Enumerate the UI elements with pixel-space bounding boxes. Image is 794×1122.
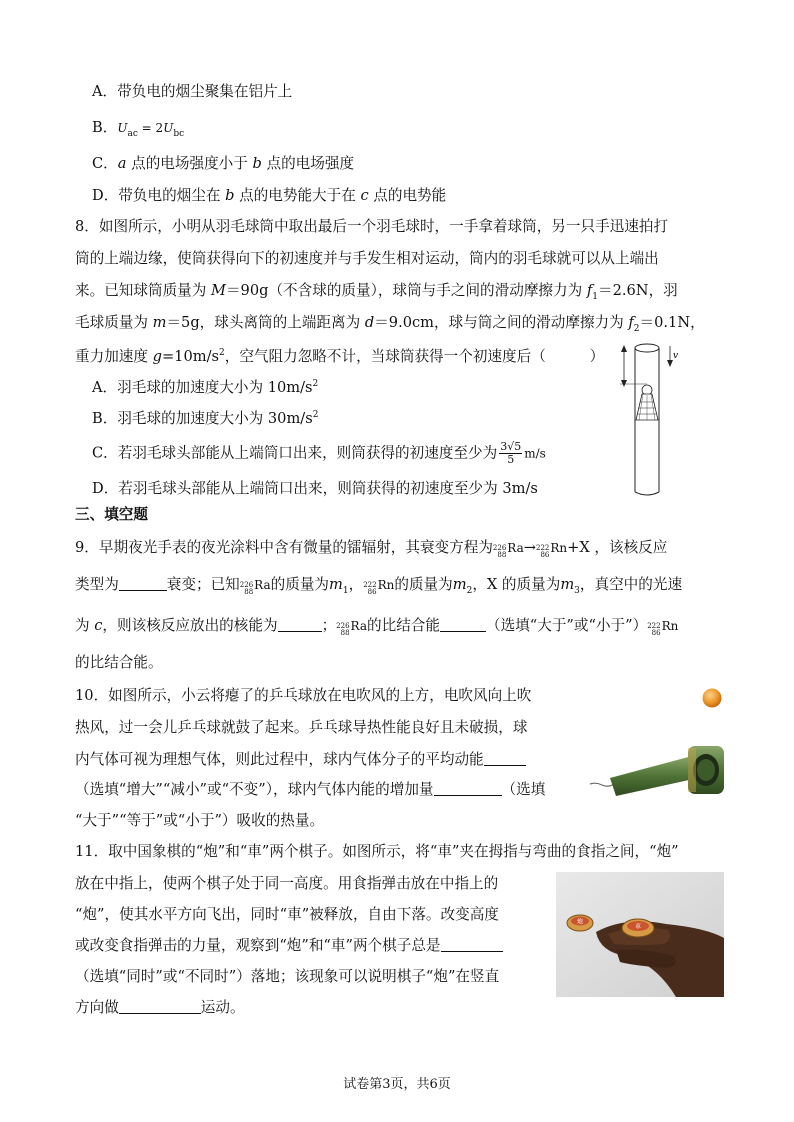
q10-line-2: 热风，过一会儿乒乓球就鼓了起来。乒乓球导热性能良好且未破损，球: [75, 719, 528, 736]
q11-line-6: 方向做 运动。: [75, 999, 245, 1016]
blank-binding-energy-compare[interactable]: [440, 617, 486, 632]
q8-line-4: 毛球质量为 m＝5g，球头离筒的上端距离为 d＝9.0cm，球与筒之间的滑动摩擦力为 $f_2=0.1N$，: [75, 314, 705, 334]
fraction-3root5-over-5: $\frac{3√5}{5}$: [500, 440, 522, 466]
q7-option-c: C．a 点的电场强度小于 b 点的电场强度: [92, 155, 355, 172]
blank-nuclear-energy[interactable]: [278, 617, 322, 632]
blank-decay-type[interactable]: [119, 576, 167, 591]
radium-nuclide: 226 88 Ra: [239, 578, 271, 596]
blank-avg-kinetic-energy[interactable]: [484, 751, 526, 766]
blank-landing-time[interactable]: [441, 937, 503, 952]
q8-line-3: 来。已知球筒质量为 M＝90g（不含球的质量），球筒与手之间的滑动摩擦力为 $f_1=2.6N$，羽: [75, 282, 678, 302]
q7-option-d: D．带负电的烟尘在 b 点的电势能大于在 c 点的电势能: [92, 187, 447, 204]
q7-option-b: B．$U_{ac} = 2U_{bc}$: [92, 119, 185, 139]
q8-option-d: D．若羽毛球头部能从上端筒口出来，则筒获得的初速度至少为 3m/s: [92, 480, 538, 497]
q11-line-4: 或改变食指弹击的力量，观察到“炮”和“車”两个棋子总是: [75, 936, 503, 956]
q8-line-1: 8．如图所示，小明从羽毛球筒中取出最后一个羽毛球时，一手拿着球筒，另一只手迅速拍打: [75, 218, 669, 235]
q8-option-a: A．羽毛球的加速度大小为 $10m/s^2$: [92, 378, 319, 396]
q9-line-1: 9．早期夜光手表的夜光涂料中含有微量的镭辐射，其衰变方程为 226 88 Ra→ 222 86 Rn+X ，该核反应: [75, 539, 668, 559]
q8-line-2: 筒的上端边缘，使筒获得向下的初速度并与手发生相对运动，筒内的羽毛球就可以从上端出: [75, 250, 659, 267]
chess-piece-pao-label: 炮: [576, 918, 584, 926]
radium-nuclide: 226 88 Ra: [492, 541, 524, 559]
hand-chess-pieces-photo: [556, 872, 724, 997]
q11-line-2: 放在中指上，使两个棋子处于同一高度。用食指弹击放在中指上的: [75, 875, 499, 892]
chess-piece-ju-label: 車: [634, 923, 642, 931]
ping-pong-ball-icon: [700, 686, 724, 710]
q11-line-5: （选填“同时”或“不同时”）落地；该现象可以说明棋子“炮”在竖直: [75, 968, 500, 985]
blank-internal-energy[interactable]: [434, 781, 502, 796]
q10-line-4: （选填“增大”“减小”或“不变”），球内气体内能的增加量 （选填: [75, 781, 546, 798]
radium-nuclide: 226 88 Ra: [336, 619, 368, 637]
velocity-label: v: [673, 351, 679, 361]
q8-option-c: C．若羽毛球头部能从上端筒口出来，则筒获得的初速度至少为 $\frac{3√5}{5}$ m/s: [92, 440, 546, 466]
section-3-heading: 三、填空题: [75, 506, 148, 523]
shuttlecock-tube-figure: [612, 340, 684, 500]
blank-vertical-motion[interactable]: [119, 999, 201, 1014]
q9-line-2: 类型为 衰变；已知 226 88 Ra的质量为$m_1$， 222 86 Rn的质量为$m_2$，X 的质量为$m_3$，真空中的光速: [75, 576, 683, 596]
q9-line-4: 的比结合能。: [75, 654, 163, 671]
hair-dryer-icon: [588, 738, 730, 802]
q9-line-3: 为 c，则该核反应放出的核能为 ； 226 88 Ra的比结合能 （选填“大于”或“小于”） 222 86 Rn: [75, 617, 679, 637]
q7-option-a: A．带负电的烟尘聚集在铝片上: [92, 83, 293, 100]
radon-nuclide: 222 86 Rn: [363, 578, 395, 596]
radon-nuclide: 222 86 Rn: [647, 619, 679, 637]
radon-nuclide: 222 86 Rn: [536, 541, 568, 559]
q11-line-3: “炮”，使其水平方向飞出，同时“車”被释放，自由下落。改变高度: [75, 906, 499, 923]
q10-line-3: 内气体可视为理想气体，则此过程中，球内气体分子的平均动能: [75, 750, 526, 770]
q11-line-1: 11．取中国象棋的“炮”和“車”两个棋子。如图所示，将“車”夹在拇指与弯曲的食指之间，“炮”: [75, 843, 679, 860]
q10-line-5: “大于”“等于”或“小于”）吸收的热量。: [75, 812, 325, 829]
q8-line-5: 重力加速度 $g=10m/s^2$，空气阻力忽略不计，当球筒获得一个初速度后（ ）: [75, 347, 605, 365]
q8-option-b: B．羽毛球的加速度大小为 $30m/s^2$: [92, 409, 319, 427]
q10-line-1: 10．如图所示，小云将瘪了的乒乓球放在电吹风的上方，电吹风向上吹: [75, 687, 532, 704]
page-footer: 试卷第3页，共6页: [343, 1077, 451, 1092]
